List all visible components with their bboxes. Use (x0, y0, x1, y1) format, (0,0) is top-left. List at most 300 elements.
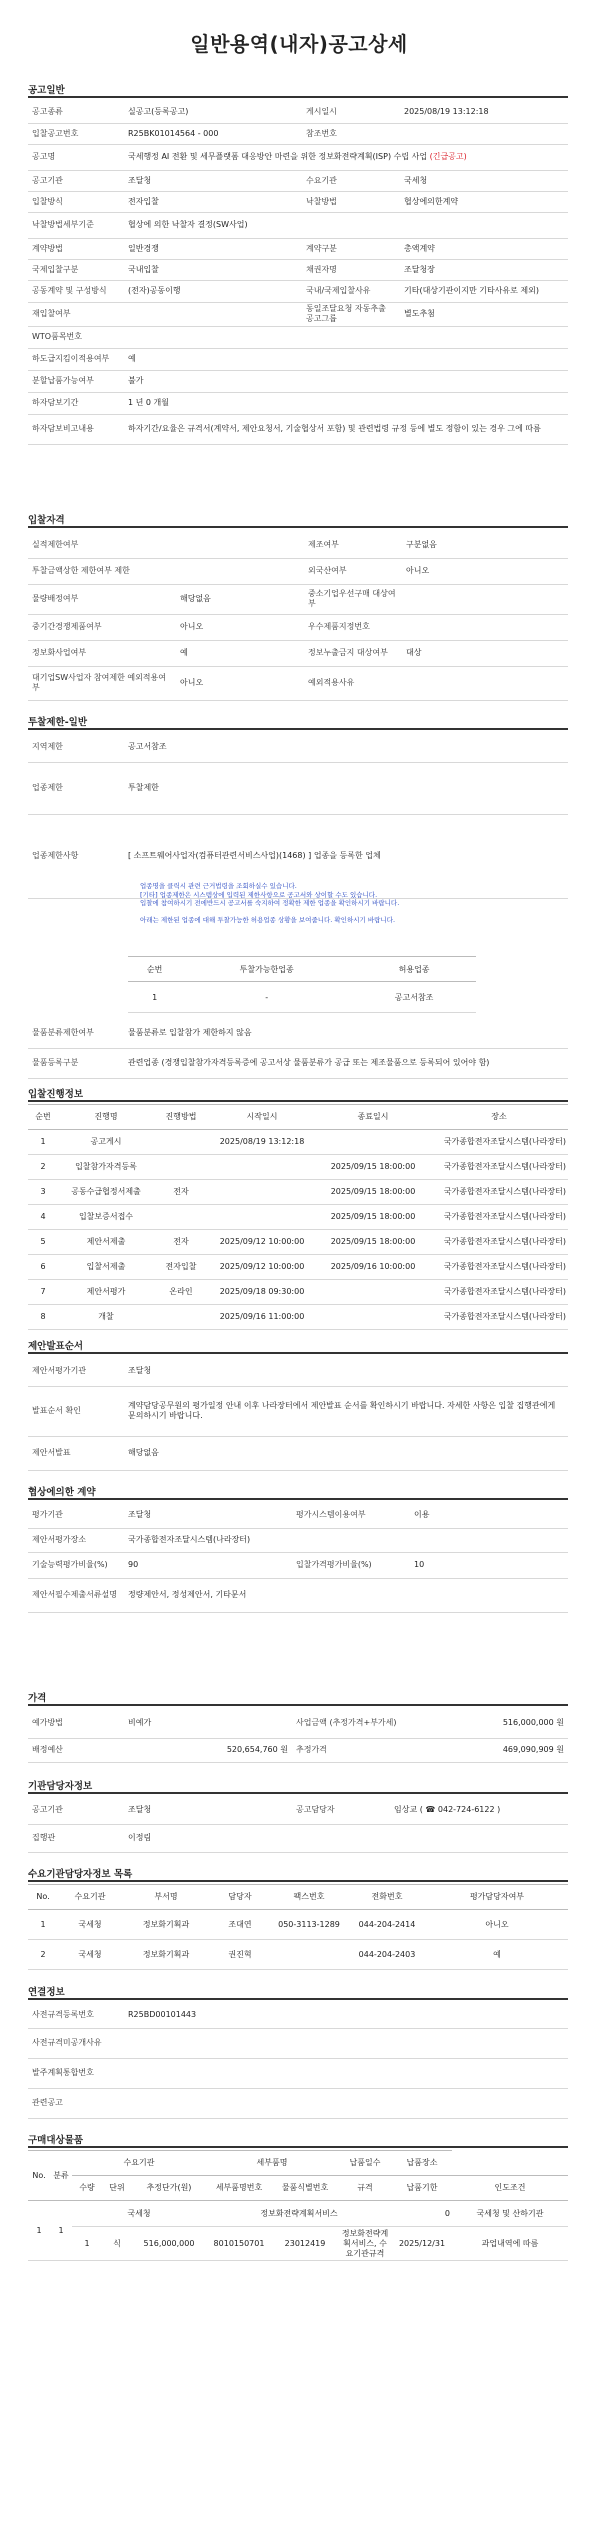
table-row (28, 1130, 568, 1155)
table-cell: 3 (28, 1180, 58, 1205)
column-header: 수요기관 (72, 2151, 206, 2176)
table-row (28, 326, 568, 348)
section-heading-negotiation: 협상에의한 계약 (28, 1484, 96, 1498)
table-cell (402, 584, 568, 614)
table-cell: 제안서평가기관 (28, 1356, 124, 1386)
table-cell: 8 (28, 1305, 58, 1330)
column-header: No. (28, 1885, 58, 1910)
bid-notice-name: 국세행정 AI 전환 및 세무플랫폼 대응방안 마련을 위한 정보화전략계획(ISP) 수립 사업 (128, 152, 428, 161)
table-cell: 제안서평가장소 (28, 1528, 124, 1552)
table-cell: 국세청 및 산하기관 (452, 2201, 568, 2227)
column-header: 전화번호 (348, 1885, 426, 1910)
presentation-order-table (28, 1356, 568, 1471)
table-cell: 하자담보기간 (28, 392, 124, 414)
table-cell: 과업내역에 따름 (452, 2227, 568, 2261)
table-cell: 사업금액 (추정가격+부가세) (292, 1708, 410, 1738)
table-cell: 실적제한여부 (28, 532, 176, 558)
table-cell: 예가방법 (28, 1708, 124, 1738)
table-cell: 협상에의한계약 (400, 191, 568, 212)
negotiation-table (28, 1502, 568, 1613)
table-cell: 2025/09/15 18:00:00 (316, 1230, 430, 1255)
table-cell: 기술능력평가비율(%) (28, 1552, 124, 1578)
table-row (28, 1502, 568, 1528)
table-row (28, 1708, 568, 1738)
table-cell: 전자 (154, 1230, 208, 1255)
column-header: 진행명 (58, 1105, 154, 1130)
table-cell: 아니오 (176, 666, 304, 700)
table-cell: 낙찰방법 (302, 191, 400, 212)
column-header: 납품일수 (338, 2151, 392, 2176)
table-cell (208, 1155, 316, 1180)
table-cell (400, 123, 568, 144)
column-header: 평가담당자여부 (426, 1885, 568, 1910)
table-cell: 물량배정여부 (28, 584, 176, 614)
table-cell: 추정가격 (292, 1738, 410, 1762)
table-cell: R25BK01014564 - 000 (124, 123, 302, 144)
table-row (28, 1305, 568, 1330)
table-cell (124, 144, 568, 170)
table-header-row (28, 1885, 568, 1910)
table-row (28, 762, 568, 814)
table-cell: 정보화전략계획서비스 (206, 2201, 392, 2227)
column-header: 세부품명번호 (206, 2176, 272, 2201)
column-header: 수요기관 (58, 1885, 122, 1910)
table-cell: 1 (28, 2201, 50, 2261)
table-cell (270, 1940, 348, 1970)
table-cell: 수요기관 (302, 170, 400, 191)
table-cell: 공고기관 (28, 1796, 124, 1824)
table-row (28, 238, 568, 259)
table-cell: 외국산여부 (304, 558, 402, 584)
goods-class-table (28, 1018, 568, 1079)
table-cell: 2025/09/16 10:00:00 (316, 1255, 430, 1280)
table-cell: 전자입찰 (154, 1255, 208, 1280)
table-cell: 국세청 (58, 1910, 122, 1940)
table-cell (124, 2088, 568, 2118)
table-cell: 공고서참조 (352, 982, 476, 1013)
table-cell: 재입찰여부 (28, 302, 124, 326)
table-row (28, 348, 568, 370)
table-cell: (전자)공동이행 (124, 280, 302, 302)
table-cell: 온라인 (154, 1280, 208, 1305)
table-header-row (28, 2176, 568, 2201)
table-row (28, 1280, 568, 1305)
table-cell: 아니오 (426, 1910, 568, 1940)
section-heading-presentation-order: 제안발표순서 (28, 1338, 83, 1352)
table-row (28, 1578, 568, 1612)
table-cell: 국세청 (72, 2201, 206, 2227)
table-row (28, 614, 568, 640)
table-row (28, 2028, 568, 2058)
pre-spec-link[interactable]: R25BD00101443 (128, 2009, 197, 2019)
column-header: 순번 (128, 957, 181, 982)
table-cell: 국가종합전자조달시스템(나라장터) (430, 1305, 568, 1330)
table-row (28, 1155, 568, 1180)
table-row (28, 212, 568, 238)
column-header: 시작일시 (208, 1105, 316, 1130)
table-cell: 0 (392, 2201, 452, 2227)
column-header: 분류 (50, 2151, 72, 2201)
table-cell: 2025/09/15 18:00:00 (316, 1205, 430, 1230)
table-cell: 정보화전략계획서비스, 수요기관규격 (338, 2227, 392, 2261)
table-cell: 입찰공고번호 (28, 123, 124, 144)
table-row (28, 2227, 568, 2261)
contact-table (28, 1796, 568, 1853)
table-row (28, 1180, 568, 1205)
column-header: 납품기한 (392, 2176, 452, 2201)
table-cell (124, 2002, 568, 2028)
table-cell: 2025/09/12 10:00:00 (208, 1255, 316, 1280)
table-cell: 조달청장 (400, 259, 568, 280)
table-row (28, 732, 568, 762)
table-row (28, 280, 568, 302)
table-cell: 국제입찰구분 (28, 259, 124, 280)
table-cell: 입찰보증서접수 (58, 1205, 154, 1230)
table-cell: 국내/국제입찰사유 (302, 280, 400, 302)
table-cell: 지역제한 (28, 732, 124, 762)
table-cell: 투찰금액상한 제한여부 제한 (28, 558, 176, 584)
table-cell (316, 1305, 430, 1330)
table-row (28, 532, 568, 558)
table-cell: 469,090,909 원 (410, 1738, 568, 1762)
table-cell: 국가종합전자조달시스템(나라장터) (430, 1130, 568, 1155)
table-cell: 예외적용사유 (304, 666, 402, 700)
table-row (28, 170, 568, 191)
table-cell: 공고담당자 (292, 1796, 390, 1824)
table-row (28, 2002, 568, 2028)
table-row (28, 1738, 568, 1762)
table-row (28, 370, 568, 392)
table-cell: 하자담보비고내용 (28, 414, 124, 444)
table-cell: 평가시스템이용여부 (292, 1502, 410, 1528)
table-row (28, 1048, 568, 1078)
column-header: 팩스번호 (270, 1885, 348, 1910)
table-header-row (28, 2151, 568, 2176)
section-heading-progress: 입찰진행정보 (28, 1086, 83, 1100)
table-row (28, 1796, 568, 1824)
table-cell: 국세청 (58, 1940, 122, 1970)
table-cell: 식 (102, 2227, 132, 2261)
table-cell: 050-3113-1289 (270, 1910, 348, 1940)
table-cell: 입찰서제출 (58, 1255, 154, 1280)
table-cell (124, 326, 568, 348)
table-cell: 516,000,000 원 (410, 1708, 568, 1738)
table-cell: 정보화사업여부 (28, 640, 176, 666)
table-cell: 2 (28, 1940, 58, 1970)
table-cell: 국가종합전자조달시스템(나라장터) (430, 1255, 568, 1280)
column-header: 인도조건 (452, 2176, 568, 2201)
table-cell: 공동수급협정서제출 (58, 1180, 154, 1205)
table-cell: 국가종합전자조달시스템(나라장터) (430, 1205, 568, 1230)
table-cell (154, 1205, 208, 1230)
column-header: 세부품명 (206, 2151, 338, 2176)
column-header: 단위 (102, 2176, 132, 2201)
table-cell: 비예가 (124, 1708, 292, 1738)
table-cell: 1 (28, 1130, 58, 1155)
table-cell: 물품분류제한여부 (28, 1018, 124, 1048)
table-cell: 1 (50, 2201, 72, 2261)
table-cell: 예 (426, 1940, 568, 1970)
table-row (28, 666, 568, 700)
table-cell: 하도급지킴이적용여부 (28, 348, 124, 370)
table-row (28, 2201, 568, 2227)
table-row (28, 123, 568, 144)
table-cell (154, 1155, 208, 1180)
table-row (28, 259, 568, 280)
table-row (28, 1528, 568, 1552)
table-cell: 정보누출금지 대상여부 (304, 640, 402, 666)
table-cell: 해당없음 (176, 584, 304, 614)
table-cell: 조대연 (210, 1910, 270, 1940)
table-cell: 1 (72, 2227, 102, 2261)
bid-limit-table (28, 732, 568, 899)
section-heading-link: 연결정보 (28, 1984, 65, 1998)
table-row (28, 392, 568, 414)
table-cell: 대기업SW사업자 참여제한 예외적용여부 (28, 666, 176, 700)
table-cell: 조달청 (124, 1356, 568, 1386)
column-header: 종료일시 (316, 1105, 430, 1130)
table-cell (402, 614, 568, 640)
price-table (28, 1708, 568, 1763)
table-cell: 1 (128, 982, 181, 1013)
table-cell: 배정예산 (28, 1738, 124, 1762)
table-cell: 공고서참조 (124, 732, 568, 762)
allowed-industry-table (128, 956, 476, 1013)
table-cell: 2025/08/19 13:12:18 (400, 102, 568, 123)
table-cell: 정보화기획과 (122, 1910, 210, 1940)
table-cell: 공고게시 (58, 1130, 154, 1155)
table-cell: 아니오 (176, 614, 304, 640)
table-cell: 국가종합전자조달시스템(나라장터) (430, 1155, 568, 1180)
table-cell: 발주계획통합번호 (28, 2058, 124, 2088)
table-cell: 2 (28, 1155, 58, 1180)
table-cell: 8010150701 (206, 2227, 272, 2261)
table-cell: 국세청 (400, 170, 568, 191)
table-cell: 1 (28, 1910, 58, 1940)
table-row (28, 1255, 568, 1280)
table-cell: 사전규격등록번호 (28, 2002, 124, 2028)
demand-contact-table (28, 1884, 568, 1970)
qualification-table (28, 532, 568, 701)
table-cell: 10 (410, 1552, 568, 1578)
table-row (28, 2058, 568, 2088)
table-cell: 예 (124, 348, 568, 370)
table-cell: 낙찰방법세부기준 (28, 212, 124, 238)
table-cell: - (181, 982, 352, 1013)
table-cell: 국가종합전자조달시스템(나라장터) (430, 1180, 568, 1205)
table-cell: 투찰제한 (124, 762, 568, 814)
link-table (28, 2002, 568, 2119)
table-cell: 전자 (154, 1180, 208, 1205)
table-cell: 90 (124, 1552, 292, 1578)
table-cell: 2025/09/16 11:00:00 (208, 1305, 316, 1330)
table-cell: 2025/08/19 13:12:18 (208, 1130, 316, 1155)
table-row (28, 640, 568, 666)
urgent-tag: (긴급공고) (429, 152, 467, 161)
industry-limit-link[interactable]: [ 소프트웨어사업자(컴퓨터관련서비스사업)(1468) ] 업종을 등록한 업체 (128, 851, 381, 860)
column-header: 장소 (430, 1105, 568, 1130)
table-cell: 정량제안서, 정성제안서, 기타문서 (124, 1578, 568, 1612)
table-cell: 조달청 (124, 1502, 292, 1528)
column-header: 순번 (28, 1105, 58, 1130)
table-cell: 평가기관 (28, 1502, 124, 1528)
table-cell: 2025/09/15 18:00:00 (316, 1180, 430, 1205)
table-cell: 관련공고 (28, 2088, 124, 2118)
table-cell: WTO품목번호 (28, 326, 124, 348)
table-cell: 23012419 (272, 2227, 338, 2261)
section-heading-demand-contact: 수요기관담당자정보 목록 (28, 1866, 132, 1880)
table-cell (154, 1130, 208, 1155)
table-cell: 물품등록구분 (28, 1048, 124, 1078)
table-cell: 해당없음 (124, 1436, 568, 1470)
table-row (28, 558, 568, 584)
purchase-goods-table (28, 2150, 568, 2261)
table-header-row (128, 957, 476, 982)
table-cell: 중소기업우선구매 대상여부 (304, 584, 402, 614)
table-cell (154, 1305, 208, 1330)
table-row (28, 1552, 568, 1578)
column-header: 물품식별번호 (272, 2176, 338, 2201)
table-cell: 입찰방식 (28, 191, 124, 212)
table-cell: 개찰 (58, 1305, 154, 1330)
section-heading-contact: 기관담당자정보 (28, 1778, 92, 1792)
table-cell: 일반경쟁 (124, 238, 302, 259)
table-cell: 5 (28, 1230, 58, 1255)
table-header-row (28, 1105, 568, 1130)
column-header: 수량 (72, 2176, 102, 2201)
table-cell: 044-204-2414 (348, 1910, 426, 1940)
table-cell: 채권자명 (302, 259, 400, 280)
table-cell: 발표순서 확인 (28, 1386, 124, 1436)
table-cell: 제조여부 (304, 532, 402, 558)
table-row (28, 191, 568, 212)
table-cell: 중기간경쟁제품여부 (28, 614, 176, 640)
table-row (28, 102, 568, 123)
table-cell: 제안서필수제출서류설명 (28, 1578, 124, 1612)
table-cell: 6 (28, 1255, 58, 1280)
table-cell: 국내입찰 (124, 259, 302, 280)
table-cell: 2025/09/15 18:00:00 (316, 1155, 430, 1180)
table-cell: 물품분류로 입찰참가 제한하지 않음 (124, 1018, 568, 1048)
industry-notes: 업종명을 클릭시 관련 근거법령을 조회하실수 있습니다. [기타] 업종제한은 시스템상에 입력된 제한사항으로 공고서와 상이할 수도 있습니다. 입찰에 참여하시기 전에반드시 공고서를 숙지하여 정확한 제한 업종을 확인하시기 바랍니다. 아래는 제한된 업종에 대해 투찰가능한 허용업종 상황을 보여줍니다. 확인하시기 바랍니다. (140, 882, 400, 924)
table-cell: 4 (28, 1205, 58, 1230)
table-cell (208, 1205, 316, 1230)
table-cell (176, 532, 304, 558)
table-cell (208, 1180, 316, 1205)
table-cell: 임상교 ( ☎ 042-724-6122 ) (390, 1796, 568, 1824)
table-cell (402, 666, 568, 700)
table-cell: 2025/09/18 09:30:00 (208, 1280, 316, 1305)
table-cell: 관련업종 (경쟁입찰참가자격등록증에 공고서상 물품분류가 공급 또는 제조물품으로 등록되어 있어야 함) (124, 1048, 568, 1078)
table-row (28, 414, 568, 444)
table-cell: 국가종합전자조달시스템(나라장터) (124, 1528, 568, 1552)
table-cell: 하자기간/요율은 규격서(계약서, 제안요청서, 기술협상서 포함) 및 관련법령 규정 등에 별도 정함이 있는 경우 그에 따름 (124, 414, 568, 444)
table-cell: 기타(대상기관이지만 기타사유로 제외) (400, 280, 568, 302)
table-cell: 참조번호 (302, 123, 400, 144)
table-row (128, 982, 476, 1013)
column-header: 허용업종 (352, 957, 476, 982)
section-heading-price: 가격 (28, 1690, 46, 1704)
table-row (28, 1436, 568, 1470)
table-cell (124, 302, 302, 326)
table-cell: 계약방법 (28, 238, 124, 259)
section-heading-general: 공고일반 (28, 82, 65, 96)
table-cell: 공고명 (28, 144, 124, 170)
table-row (28, 1940, 568, 1970)
column-header: 추정단가(원) (132, 2176, 206, 2201)
table-cell: 협상에 의한 낙찰자 결정(SW사업) (124, 212, 568, 238)
table-cell: 제안서평가 (58, 1280, 154, 1305)
table-cell: 044-204-2403 (348, 1940, 426, 1970)
table-cell: 총액계약 (400, 238, 568, 259)
table-cell: 전자입찰 (124, 191, 302, 212)
table-cell (124, 2028, 568, 2058)
table-cell: 업종제한사항 (28, 814, 124, 898)
table-row (28, 2088, 568, 2118)
table-cell: 1 년 0 개월 (124, 392, 568, 414)
table-cell: 이용 (410, 1502, 568, 1528)
table-row (28, 1910, 568, 1940)
page-title: 일반용역(내자)공고상세 (190, 32, 408, 56)
column-header: 투찰가능한업종 (181, 957, 352, 982)
table-cell: 입찰가격평가비율(%) (292, 1552, 410, 1578)
table-cell: 2025/09/12 10:00:00 (208, 1230, 316, 1255)
table-cell: 7 (28, 1280, 58, 1305)
progress-table (28, 1104, 568, 1330)
table-cell: 조달청 (124, 170, 302, 191)
section-heading-purchase-goods: 구매대상물품 (28, 2132, 83, 2146)
table-cell: 게시일시 (302, 102, 400, 123)
column-header: 담당자 (210, 1885, 270, 1910)
table-cell: 대상 (402, 640, 568, 666)
table-cell: 조달청 (124, 1796, 292, 1824)
table-cell: 동일조달요청 자동추출 공고그룹 (302, 302, 400, 326)
table-cell: 입찰참가자격등록 (58, 1155, 154, 1180)
table-cell: 분할납품가능여부 (28, 370, 124, 392)
table-row (28, 1018, 568, 1048)
table-cell: 정보화기획과 (122, 1940, 210, 1970)
table-cell (316, 1130, 430, 1155)
table-row (28, 1230, 568, 1255)
table-cell: 520,654,760 원 (124, 1738, 292, 1762)
table-cell: 516,000,000 (132, 2227, 206, 2261)
table-cell: 별도추첨 (400, 302, 568, 326)
table-row (28, 1205, 568, 1230)
table-cell: 업종제한 (28, 762, 124, 814)
general-table (28, 102, 568, 445)
table-cell: 제안서제출 (58, 1230, 154, 1255)
table-cell: 국가종합전자조달시스템(나라장터) (430, 1230, 568, 1255)
section-heading-bid-limit: 투찰제한-일반 (28, 714, 87, 728)
table-cell: 예 (176, 640, 304, 666)
table-cell (124, 2058, 568, 2088)
table-cell: 이정림 (124, 1824, 568, 1852)
section-heading-qualification: 입찰자격 (28, 512, 65, 526)
column-header: No. (28, 2151, 50, 2201)
table-cell: 권진혁 (210, 1940, 270, 1970)
table-row (28, 1386, 568, 1436)
table-cell: 아니오 (402, 558, 568, 584)
table-cell: 공고종류 (28, 102, 124, 123)
table-row (28, 584, 568, 614)
column-header: 진행방법 (154, 1105, 208, 1130)
table-row (28, 1356, 568, 1386)
table-row (28, 144, 568, 170)
table-cell: 공동계약 및 구성방식 (28, 280, 124, 302)
table-cell: 사전규격미공개사유 (28, 2028, 124, 2058)
table-cell: 구분없음 (402, 532, 568, 558)
column-header: 납품장소 (392, 2151, 452, 2176)
